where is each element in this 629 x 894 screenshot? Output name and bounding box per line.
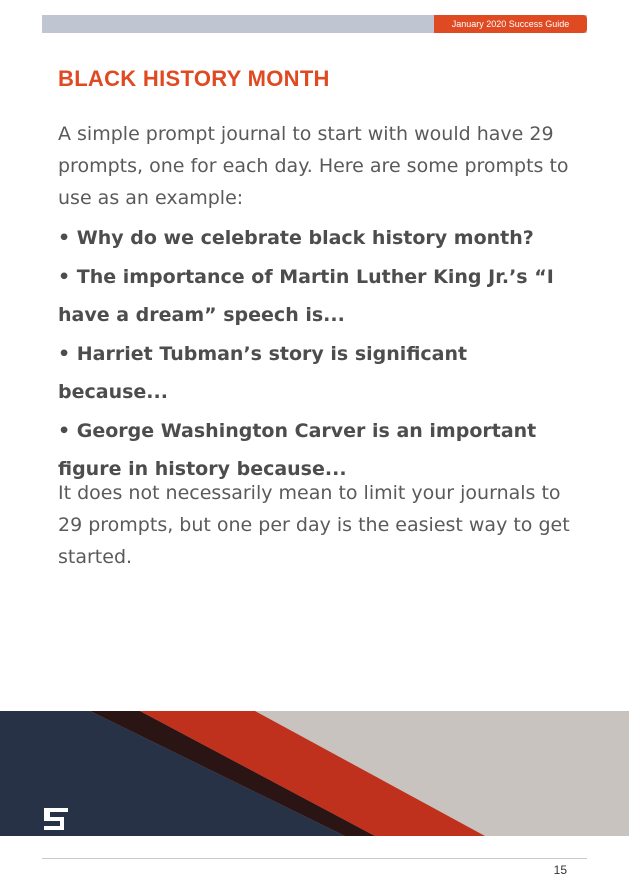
prompt-item: • The importance of Martin Luther King Jr.’s “I have a dream” speech is... xyxy=(58,265,554,326)
outro-paragraph: It does not necessarily mean to limit your journals to 29 prompts, but one per day is the easiest way to get started. xyxy=(58,482,570,568)
page-number: 15 xyxy=(553,863,567,877)
intro-paragraph: A simple prompt journal to start with would have 29 prompts, one for each day. Here are some prompts to use as an example: xyxy=(58,123,569,209)
prompt-list xyxy=(58,219,578,489)
banner-graphic xyxy=(0,711,629,836)
fs-logo-icon xyxy=(42,806,70,836)
prompt-item: • Why do we celebrate black history month? xyxy=(58,227,534,249)
prompt-item: • George Washington Carver is an important figure in history because... xyxy=(58,419,537,480)
header-bar xyxy=(42,15,587,33)
page-title: BLACK HISTORY MONTH xyxy=(58,66,330,91)
footer-rule xyxy=(42,858,587,859)
guide-label: January 2020 Success Guide xyxy=(434,15,587,33)
prompt-item: • Harriet Tubman’s story is significant because... xyxy=(58,342,468,403)
decorative-banner xyxy=(0,711,629,836)
